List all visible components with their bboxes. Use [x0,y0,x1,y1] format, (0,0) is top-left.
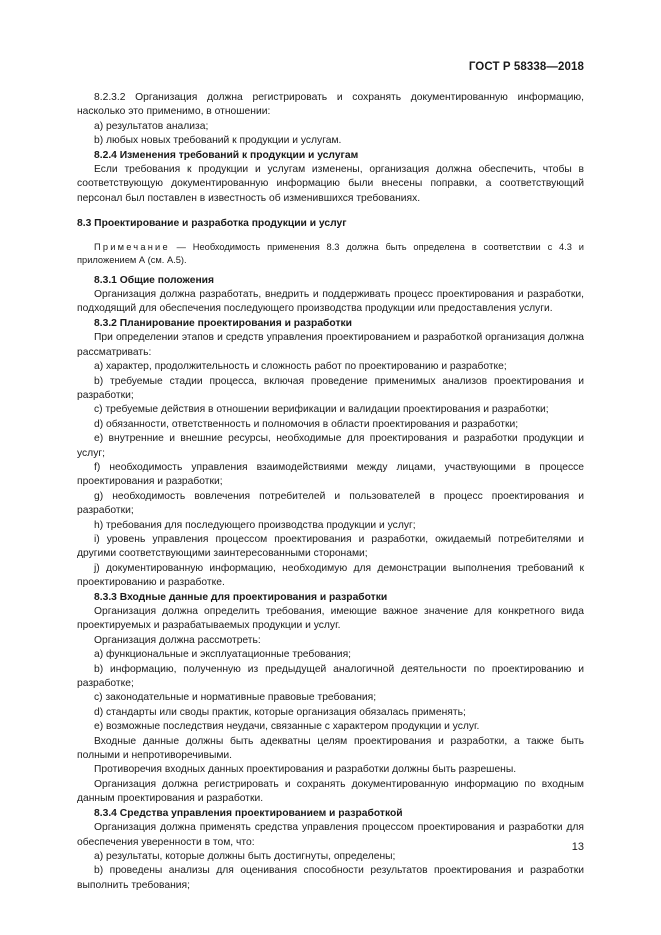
body-paragraph: b) информацию, полученную из предыдущей аналогичной деятельности по проектированию и разработке; [77,663,584,690]
body-paragraph: d) стандарты или своды практик, которые организация обязалась применять; [94,706,466,718]
body-paragraph: 8.2.3.2 Организация должна регистрировать и сохранять документированную информацию, насколько это применимо, в отношении: [77,92,584,118]
body-paragraph: c) требуемые действия в отношении верификации и валидации проектирования и разработки; [94,404,549,416]
body-paragraph: e) возможные последствия неудачи, связанные с характером продукции и услуг. [94,721,480,733]
subsection-heading: 8.2.4 Изменения требований к продукции и услугам [94,149,359,161]
body-paragraph: Организация должна применять средства управления процессом проектирования и разработки для обеспечения уверенности в том, что: [77,822,584,848]
body-paragraph: a) функциональные и эксплуатационные требования; [94,649,351,661]
page-number: 13 [571,841,584,853]
document-body [77,91,584,893]
body-paragraph: Противоречия входных данных проектирования и разработки должны быть разрешены. [94,764,517,776]
subsection-heading: 8.3.2 Планирование проектирования и разработки [94,317,352,329]
body-paragraph: b) проведены анализы для оценивания способности результатов проектирования и разработки выполнить требования; [77,865,584,891]
note-label: Примечание [94,241,170,252]
body-paragraph: Организация должна рассмотреть: [94,634,261,646]
body-paragraph: f) необходимость управления взаимодействиями между лицами, участвующими в процессе проектирования и разработки; [77,461,584,488]
body-paragraph: j) документированную информацию, необходимую для демонстрации выполнения требований к проектированию и разработке. [77,562,584,589]
body-paragraph: g) необходимость вовлечения потребителей и пользователей в процесс проектирования и разработки; [77,490,584,517]
body-paragraph: a) характер, продолжительность и сложность работ по проектированию и разработке; [94,361,507,373]
body-paragraph: a) результаты, которые должны быть достигнуты, определены; [94,850,396,862]
body-paragraph: c) законодательные и нормативные правовые требования; [94,692,377,704]
note-paragraph [77,241,584,267]
body-paragraph: Организация должна разработать, внедрить и поддерживать процесс проектирования и разработки, подходящий для обеспечения последующего производства продукции или предоставления услуги. [77,289,584,315]
note-text: — Необходимость применения 8.3 должна быть определена в соответствии с 4.3 и приложением А (см. А.5). [77,241,584,265]
document-header-id: ГОСТ Р 58338—2018 [468,61,584,73]
subsection-heading: 8.3.3 Входные данные для проектирования и разработки [94,591,388,603]
body-paragraph: Если требования к продукции и услугам изменены, организация должна обеспечить, чтобы в соответствующую документированную информацию были внесены поправки, а соответствующий персонал был поставлен в известность об изменившихся требованиях. [77,164,584,204]
section-heading: 8.3 Проектирование и разработка продукции и услуг [77,218,347,230]
body-paragraph: b) требуемые стадии процесса, включая проведение применимых анализов проектирования и разработки; [77,375,584,401]
body-paragraph: h) требования для последующего производства продукции и услуг; [94,519,416,531]
subsection-heading: 8.3.1 Общие положения [94,274,214,286]
body-paragraph: Организация должна определить требования, имеющие важное значение для конкретного вида проектируемых и разрабатываемых продукции и услуг. [77,606,584,632]
body-paragraph: a) результатов анализа; [94,120,209,132]
subsection-heading: 8.3.4 Средства управления проектированием и разработкой [94,807,403,819]
body-paragraph: b) любых новых требований к продукции и услугам. [94,135,342,147]
body-paragraph: При определении этапов и средств управления проектированием и разработкой организация должна рассматривать: [77,332,584,358]
body-paragraph: d) обязанности, ответственность и полномочия в области проектирования и разработки; [94,418,519,430]
body-paragraph: i) уровень управления процессом проектирования и разработки, ожидаемый потребителями и другими соответствующими заинтересованными сторонами; [77,533,584,560]
body-paragraph: Организация должна регистрировать и сохранять документированную информацию по входным данным проектирования и разработки. [77,778,584,805]
body-paragraph: Входные данные должны быть адекватны целям проектирования и разработки, а также быть полными и непротиворечивыми. [77,735,584,762]
body-paragraph: e) внутренние и внешние ресурсы, необходимые для проектирования и разработки продукции и услуг; [77,433,584,459]
